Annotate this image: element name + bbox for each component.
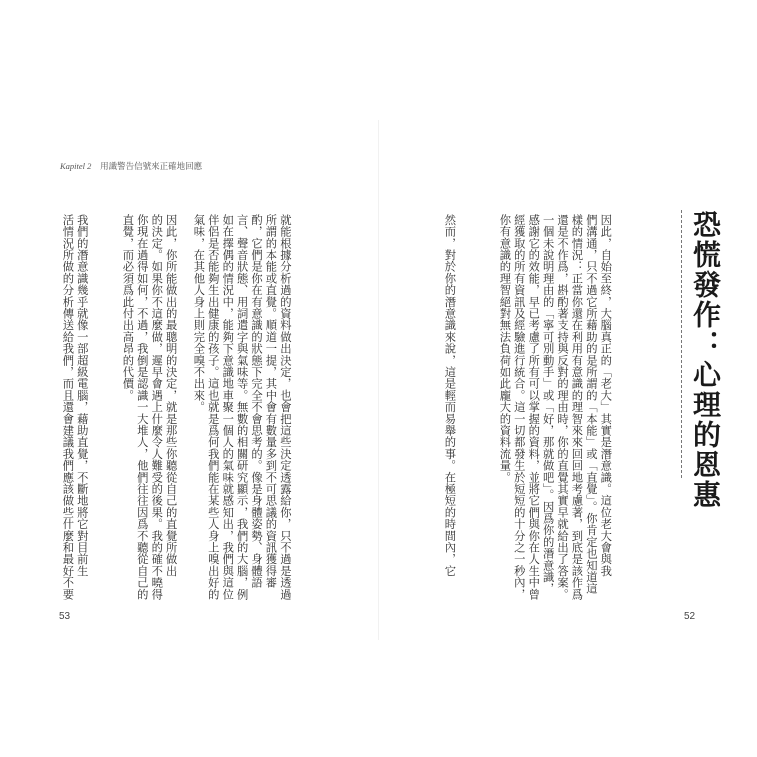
- text-line: 因此，自始至終，大腦真正的「老大」其實是潛意識。這位老大會與我: [599, 214, 613, 577]
- text-line-part: 如在擇偶的情況中，能夠下意識地: [221, 214, 235, 390]
- running-header: [60, 160, 202, 172]
- text-line: 樣的情況：正當你還在利用有意識的理智來來回回地考慮著，到底是該作爲: [570, 214, 584, 601]
- left-column-b: [120, 214, 178, 600]
- text-line: 的決定。如果你不這麼做，遲早會遇上什麼令人難受的後果。我的確不曉得: [150, 214, 164, 601]
- page-number-right: 52: [684, 611, 696, 622]
- text-line: 氣味，在其他人身上則完全嗅不出來。: [192, 214, 206, 413]
- text-line: 酌，它們是你在有意識的狀態下完全不會思考的。像是身體姿勢、身體語: [250, 214, 264, 589]
- text-line: 然而，對於你的潛意識來說，這是輕而易舉的事。在極短的時間內，它: [443, 214, 457, 577]
- text-line: 因此，你所能做出的最聰明的決定，就是那些你聽從自己的直覺所做出: [164, 214, 178, 577]
- running-header-chapter: Kapitel 2: [60, 161, 92, 171]
- text-line: 經獲取的所有資訊及經驗進行統合。這一切都發生於短短的十分之一秒內，: [512, 214, 526, 601]
- text-line: 們溝通，只不過它所藉助的是所謂的「本能」或「直覺」。你肯定也知道這: [584, 214, 598, 595]
- chapter-title-block: [665, 210, 735, 510]
- text-line: 一個未說明理由的「寧可別動手」或「好，那就做吧」。因爲你的潛意識，: [541, 214, 555, 595]
- text-line: 言、聲音狀態、用詞遣字與氣味等。無數的相關研究顯示，我們的大腦，例: [235, 214, 249, 601]
- running-header-title: 用識警告信號來正確地回應: [100, 162, 203, 172]
- text-line: 感謝它的效能，早已考慮了所有可以掌握的資料，並將它們與你在人生中曾: [527, 214, 541, 601]
- text-line: 還是不作爲，斟酌著支持與反對的理由時，你的直覺其實早就給出了答案。: [556, 214, 570, 601]
- text-line: 你有意識的理智絕對無法負荷如此龐大的資料流量。: [498, 214, 512, 484]
- text-line: 所謂的本能或直覺。順道一提，其中會有數量多到不可思議的資訊獲得審: [264, 214, 278, 589]
- page-gutter: [378, 120, 379, 640]
- text-line: 就能根據分析過的資料做出決定，也會把這些決定透露給你，只不過是透過: [278, 214, 292, 601]
- text-line: 活情況所做的分析傳送給我們，而且還會建議我們應該做些什麼和最好不要: [61, 214, 75, 601]
- page-number-left: 53: [59, 611, 71, 622]
- text-line: 我們的潛意識幾乎就像一部超級電腦，藉助直覺，不斷地將它對目前生: [75, 214, 89, 577]
- text-line: 直覺，而必須爲此付出高昂的代價。: [121, 214, 135, 402]
- left-column-a: [191, 214, 292, 600]
- title-dashed-rule: [681, 210, 682, 478]
- right-column-b: [442, 214, 456, 577]
- chapter-title: 恐慌發作：心理的恩惠: [689, 210, 722, 510]
- text-line: 你現在過得如何，不過，我倒是認識一大堆人，他們往往因爲不聽從自己的: [135, 214, 149, 601]
- left-column-c: [60, 214, 89, 600]
- text-line-part: 車聚一個人的氣味就感知出，我們與這位: [221, 389, 235, 601]
- text-line: 伴侶是否能夠生出健康的孩子。這也就是爲何我們能在某些人身上嗅出好的: [206, 214, 220, 601]
- right-column-a: [497, 214, 612, 600]
- text-line: [220, 214, 234, 600]
